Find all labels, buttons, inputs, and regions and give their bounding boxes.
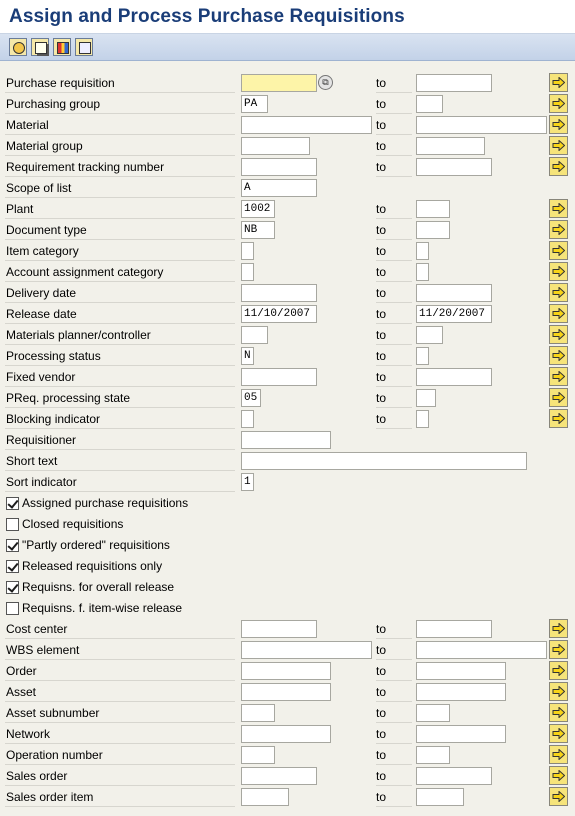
purchase-requisition-from-field[interactable] [241, 74, 317, 92]
row-sort-indicator [0, 472, 575, 493]
sales-order-item-from-field[interactable] [241, 788, 289, 806]
row-operation-number [0, 745, 575, 766]
arrow-right-icon [552, 392, 565, 403]
account-assignment-category-from-field[interactable] [241, 263, 254, 281]
to-label: to [376, 664, 412, 681]
network-from-field[interactable] [241, 725, 331, 743]
preq-processing-state-label: PReq. processing state [5, 390, 235, 408]
row-sales-order [0, 766, 575, 787]
purchase-requisition-label: Purchase requisition [5, 75, 235, 93]
document-type-label: Document type [5, 222, 235, 240]
arrow-right-icon [552, 224, 565, 235]
arrow-right-icon [552, 119, 565, 130]
multiple-selection-button[interactable] [549, 157, 568, 176]
wbs-element-to-field[interactable] [416, 641, 547, 659]
partly-ordered-requisitions-label: "Partly ordered" requisitions [22, 538, 170, 552]
selection-screen [0, 61, 575, 808]
to-label: to [376, 391, 412, 408]
document-type-from-field[interactable] [241, 221, 275, 239]
sales-order-item-label: Sales order item [5, 789, 235, 807]
arrow-right-icon [552, 161, 565, 172]
to-label: to [376, 286, 412, 303]
value-help-icon[interactable]: ⧉ [318, 75, 333, 90]
row-account-assignment-category [0, 262, 575, 283]
order-to-field[interactable] [416, 662, 506, 680]
requisns-overall-release-label: Requisns. for overall release [22, 580, 175, 594]
row-blocking-indicator [0, 409, 575, 430]
closed-requisitions-checkbox[interactable] [6, 518, 19, 531]
release-date-label: Release date [5, 306, 235, 324]
delivery-date-label: Delivery date [5, 285, 235, 303]
row-processing-status [0, 346, 575, 367]
multiple-selection-button[interactable] [549, 745, 568, 764]
multiple-selection-button[interactable] [549, 640, 568, 659]
plant-to-field[interactable] [416, 200, 450, 218]
cost-center-to-field[interactable] [416, 620, 492, 638]
requisitioner-field[interactable] [241, 431, 331, 449]
to-label: to [376, 769, 412, 786]
get-variant-icon[interactable] [31, 38, 49, 56]
to-label: to [376, 727, 412, 744]
blocking-indicator-from-field[interactable] [241, 410, 254, 428]
row-order [0, 661, 575, 682]
processing-status-to-field[interactable] [416, 347, 429, 365]
row-sales-order-item [0, 787, 575, 808]
account-assignment-category-label: Account assignment category [5, 264, 235, 282]
material-to-field[interactable] [416, 116, 547, 134]
row-item-category [0, 241, 575, 262]
arrow-right-icon [552, 308, 565, 319]
row-short-text [0, 451, 575, 472]
row-fixed-vendor [0, 367, 575, 388]
item-category-to-field[interactable] [416, 242, 429, 260]
row-network [0, 724, 575, 745]
row-delivery-date [0, 283, 575, 304]
cost-center-from-field[interactable] [241, 620, 317, 638]
multiple-selection-button[interactable] [549, 220, 568, 239]
multiple-selection-button[interactable] [549, 682, 568, 701]
to-label: to [376, 748, 412, 765]
arrow-right-icon [552, 791, 565, 802]
arrow-right-icon [552, 329, 565, 340]
row-partly-ordered-requisitions [0, 535, 575, 556]
multiple-selection-button[interactable] [549, 241, 568, 260]
multiple-selection-button[interactable] [549, 367, 568, 386]
plant-from-field[interactable] [241, 200, 275, 218]
page-title: Assign and Process Purchase Requisitions [9, 6, 405, 27]
row-material-group [0, 136, 575, 157]
row-purchasing-group [0, 94, 575, 115]
to-label: to [376, 118, 412, 135]
multiple-selection-button[interactable] [549, 703, 568, 722]
row-released-requisitions-only [0, 556, 575, 577]
multiple-selection-button[interactable] [549, 262, 568, 281]
partly-ordered-requisitions-checkbox[interactable] [6, 539, 19, 552]
plant-label: Plant [5, 201, 235, 219]
row-assigned-purchase-requisitions [0, 493, 575, 514]
row-materials-planner [0, 325, 575, 346]
released-requisitions-only-label: Released requisitions only [22, 559, 163, 573]
material-group-label: Material group [5, 138, 235, 156]
asset-label: Asset [5, 684, 235, 702]
to-label: to [376, 223, 412, 240]
multiple-selection-button[interactable] [549, 115, 568, 134]
asset-from-field[interactable] [241, 683, 331, 701]
to-label: to [376, 139, 412, 156]
title-bar [0, 0, 575, 34]
arrow-right-icon [552, 371, 565, 382]
requisitioner-label: Requisitioner [5, 432, 235, 450]
assigned-purchase-requisitions-checkbox[interactable] [6, 497, 19, 510]
to-label: to [376, 685, 412, 702]
arrow-right-icon [552, 644, 565, 655]
row-material [0, 115, 575, 136]
arrow-right-icon [552, 140, 565, 151]
multiple-selection-button[interactable] [549, 283, 568, 302]
to-label: to [376, 706, 412, 723]
to-label: to [376, 370, 412, 387]
item-category-label: Item category [5, 243, 235, 261]
row-requirement-tracking-number [0, 157, 575, 178]
sort-indicator-field[interactable] [241, 473, 254, 491]
fixed-vendor-to-field[interactable] [416, 368, 492, 386]
short-text-field[interactable] [241, 452, 527, 470]
operation-number-label: Operation number [5, 747, 235, 765]
sales-order-from-field[interactable] [241, 767, 317, 785]
row-asset-subnumber [0, 703, 575, 724]
arrow-right-icon [552, 749, 565, 760]
release-date-to-field[interactable] [416, 305, 492, 323]
sales-order-item-to-field[interactable] [416, 788, 464, 806]
materials-planner-label: Materials planner/controller [5, 327, 235, 345]
multiple-selection-button[interactable] [549, 199, 568, 218]
requirement-tracking-number-from-field[interactable] [241, 158, 317, 176]
network-to-field[interactable] [416, 725, 506, 743]
arrow-right-icon [552, 266, 565, 277]
row-requisns-item-wise-release [0, 598, 575, 619]
to-label: to [376, 202, 412, 219]
row-closed-requisitions [0, 514, 575, 535]
network-label: Network [5, 726, 235, 744]
requirement-tracking-number-to-field[interactable] [416, 158, 492, 176]
row-requisitioner [0, 430, 575, 451]
materials-planner-to-field[interactable] [416, 326, 443, 344]
processing-status-label: Processing status [5, 348, 235, 366]
material-group-to-field[interactable] [416, 137, 485, 155]
sales-order-label: Sales order [5, 768, 235, 786]
multiple-selection-button[interactable] [549, 94, 568, 113]
arrow-right-icon [552, 707, 565, 718]
multiple-selection-button[interactable] [549, 724, 568, 743]
to-label: to [376, 307, 412, 324]
closed-requisitions-label: Closed requisitions [22, 517, 124, 531]
preq-processing-state-to-field[interactable] [416, 389, 436, 407]
release-date-from-field[interactable] [241, 305, 317, 323]
purchasing-group-to-field[interactable] [416, 95, 443, 113]
account-assignment-category-to-field[interactable] [416, 263, 429, 281]
wbs-element-label: WBS element [5, 642, 235, 660]
arrow-right-icon [552, 350, 565, 361]
operation-number-to-field[interactable] [416, 746, 450, 764]
row-wbs-element [0, 640, 575, 661]
dynamic-selections-icon[interactable] [75, 38, 93, 56]
scope-of-list-label: Scope of list [5, 180, 235, 198]
arrow-right-icon [552, 287, 565, 298]
blocking-indicator-to-field[interactable] [416, 410, 429, 428]
to-label: to [376, 790, 412, 807]
requisns-item-wise-release-checkbox[interactable] [6, 602, 19, 615]
asset-subnumber-to-field[interactable] [416, 704, 450, 722]
multiple-selection-button[interactable] [549, 619, 568, 638]
multiple-selection-button[interactable] [549, 787, 568, 806]
multiple-selection-button[interactable] [549, 304, 568, 323]
material-from-field[interactable] [241, 116, 372, 134]
purchase-requisition-to-field[interactable] [416, 74, 492, 92]
blocking-indicator-label: Blocking indicator [5, 411, 235, 429]
wbs-element-from-field[interactable] [241, 641, 372, 659]
asset-subnumber-from-field[interactable] [241, 704, 275, 722]
to-label: to [376, 412, 412, 429]
row-asset [0, 682, 575, 703]
multiple-selection-button[interactable] [549, 388, 568, 407]
material-label: Material [5, 117, 235, 135]
to-label: to [376, 349, 412, 366]
asset-to-field[interactable] [416, 683, 506, 701]
delivery-date-to-field[interactable] [416, 284, 492, 302]
to-label: to [376, 76, 412, 93]
sort-indicator-label: Sort indicator [5, 474, 235, 492]
arrow-right-icon [552, 203, 565, 214]
preq-processing-state-from-field[interactable] [241, 389, 261, 407]
cost-center-label: Cost center [5, 621, 235, 639]
row-plant [0, 199, 575, 220]
materials-planner-from-field[interactable] [241, 326, 268, 344]
sales-order-to-field[interactable] [416, 767, 492, 785]
arrow-right-icon [552, 623, 565, 634]
multiple-selection-button[interactable] [549, 73, 568, 92]
purchasing-group-from-field[interactable] [241, 95, 268, 113]
to-label: to [376, 244, 412, 261]
row-cost-center [0, 619, 575, 640]
application-toolbar [0, 34, 575, 61]
requisns-overall-release-checkbox[interactable] [6, 581, 19, 594]
arrow-right-icon [552, 770, 565, 781]
to-label: to [376, 160, 412, 177]
row-preq-processing-state [0, 388, 575, 409]
requirement-tracking-number-label: Requirement tracking number [5, 159, 235, 177]
display-layout-icon[interactable] [53, 38, 71, 56]
arrow-right-icon [552, 686, 565, 697]
order-from-field[interactable] [241, 662, 331, 680]
delivery-date-from-field[interactable] [241, 284, 317, 302]
row-document-type [0, 220, 575, 241]
purchasing-group-label: Purchasing group [5, 96, 235, 114]
multiple-selection-button[interactable] [549, 766, 568, 785]
operation-number-from-field[interactable] [241, 746, 275, 764]
fixed-vendor-label: Fixed vendor [5, 369, 235, 387]
row-requisns-overall-release [0, 577, 575, 598]
multiple-selection-button[interactable] [549, 136, 568, 155]
document-type-to-field[interactable] [416, 221, 450, 239]
arrow-right-icon [552, 245, 565, 256]
execute-icon[interactable] [9, 38, 27, 56]
to-label: to [376, 328, 412, 345]
to-label: to [376, 622, 412, 639]
order-label: Order [5, 663, 235, 681]
short-text-label: Short text [5, 453, 235, 471]
row-scope-of-list [0, 178, 575, 199]
to-label: to [376, 97, 412, 114]
processing-status-from-field[interactable] [241, 347, 254, 365]
arrow-right-icon [552, 98, 565, 109]
item-category-from-field[interactable] [241, 242, 254, 260]
to-label: to [376, 643, 412, 660]
multiple-selection-button[interactable] [549, 409, 568, 428]
asset-subnumber-label: Asset subnumber [5, 705, 235, 723]
scope-of-list-field[interactable] [241, 179, 317, 197]
row-purchase-requisition [0, 73, 575, 94]
arrow-right-icon [552, 728, 565, 739]
arrow-right-icon [552, 413, 565, 424]
multiple-selection-button[interactable] [549, 346, 568, 365]
arrow-right-icon [552, 77, 565, 88]
requisns-item-wise-release-label: Requisns. f. item-wise release [22, 601, 183, 615]
released-requisitions-only-checkbox[interactable] [6, 560, 19, 573]
multiple-selection-button[interactable] [549, 661, 568, 680]
to-label: to [376, 265, 412, 282]
assigned-purchase-requisitions-label: Assigned purchase requisitions [22, 496, 189, 510]
arrow-right-icon [552, 665, 565, 676]
material-group-from-field[interactable] [241, 137, 310, 155]
fixed-vendor-from-field[interactable] [241, 368, 317, 386]
multiple-selection-button[interactable] [549, 325, 568, 344]
row-release-date [0, 304, 575, 325]
